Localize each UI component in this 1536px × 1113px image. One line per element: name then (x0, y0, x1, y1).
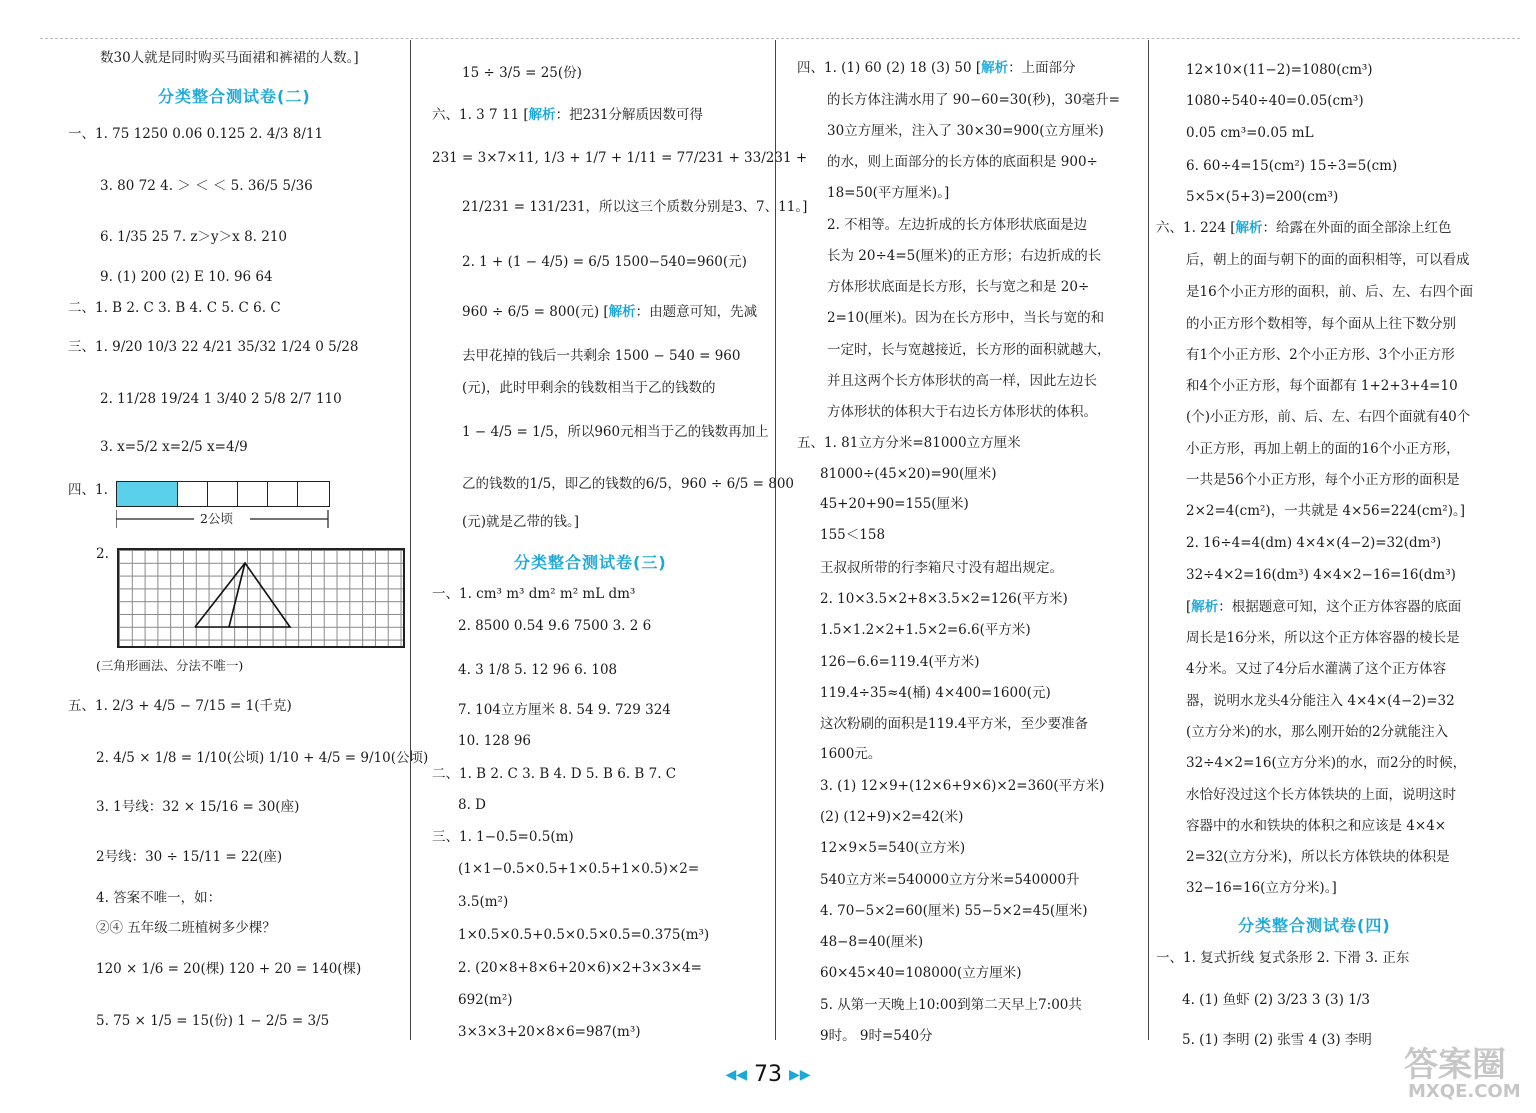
answer-line: 乙的钱数的1/5，即乙的钱数的6/5，960 ÷ 6/5 = 800 (462, 476, 795, 492)
answer-line: 并且这两个长方体形状的高一样，因此左边长 (827, 373, 1097, 389)
answer-line: 5. (1) 李明 (2) 张雪 4 (3) 李明 (1182, 1032, 1372, 1048)
answer-line: 的小正方形个数相等，每个面从上往下数分别 (1186, 316, 1456, 332)
answer-line: 4. 70−5×2=60(厘米) 55−5×2=45(厘米) (820, 903, 1088, 919)
answer-line: 10. 128 96 (458, 733, 531, 749)
answer-line: 一、1. 复式折线 复式条形 2. 下滑 3. 正东 (1156, 950, 1410, 966)
answer-line: 器，说明水龙头4分能注入 4×4×(4−2)=32 (1186, 693, 1455, 709)
answer-line: 容器中的水和铁块的体积之和应该是 4×4× (1186, 818, 1447, 834)
answer-line: 三、1. 1−0.5=0.5(m) (432, 829, 574, 845)
answer-line: 5. 75 × 1/5 = 15(份) 1 − 2/5 = 3/5 (96, 1013, 330, 1029)
answer-line: (2) (12+9)×2=42(米) (820, 809, 964, 825)
answer-line: 2×2=4(cm²)，一共就是 4×56=224(cm²)。] (1186, 503, 1465, 519)
answer-line: 2. 4/5 × 1/8 = 1/10(公顷) 1/10 + 4/5 = 9/10(公顷) (96, 750, 429, 766)
empty-cell (267, 482, 298, 506)
answer-line: 一、1. 75 1250 0.06 0.125 2. 4/3 8/11 (68, 126, 324, 142)
answer-line: 18=50(平方厘米)。] (827, 185, 950, 201)
answer-line: 后，朝上的面与朝下的面的面积相等，可以看成 (1186, 252, 1470, 268)
answer-line: 32÷4×2=16(dm³) 4×4×2−16=16(dm³) (1186, 567, 1456, 583)
answer-line: 四、1. (68, 482, 108, 498)
watermark-text: 答案圈 (1404, 1045, 1506, 1085)
answer-line: 2=10(厘米)。因为在长方形中，当长与宽的和 (827, 310, 1105, 326)
answer-line: 小正方形，再加上朝上的面的16个小正方形， (1186, 441, 1460, 457)
analysis-keyword: 解析 (528, 107, 556, 123)
answer-line: 1080÷540÷40=0.05(cm³) (1186, 93, 1364, 109)
answer-line: 6. 60÷4=15(cm²) 15÷3=5(cm) (1186, 158, 1398, 174)
answer-line: 8. D (458, 797, 486, 813)
answer-line: (1×1−0.5×0.5+1×0.5+1×0.5)×2= (458, 861, 700, 877)
watermark-url: MXQE.COM (1408, 1081, 1521, 1102)
answer-line: 12×9×5=540(立方米) (820, 840, 966, 856)
answer-line: 方体形状的体积大于右边长方体形状的体积。 (827, 404, 1097, 420)
answer-line: 去甲花掉的钱后一共剩余 1500 − 540 = 960 (462, 348, 741, 364)
top-dashed-rule (40, 38, 1520, 39)
page-number: 73 (754, 1062, 782, 1087)
answer-line: 2. (20×8+8×6+20×6)×2+3×3×4= (458, 960, 702, 976)
answer-line: 1.5×1.2×2+1.5×2=6.6(平方米) (820, 622, 1031, 638)
column-divider (1148, 40, 1149, 1040)
empty-cell (177, 482, 208, 506)
answer-line: 2. 10×3.5×2+8×3.5×2=126(平方米) (820, 591, 1068, 607)
answer-line: 周长是16分米，所以这个正方体容器的棱长是 (1186, 630, 1460, 646)
column-divider (775, 40, 776, 1040)
answer-line: 2. 8500 0.54 9.6 7500 3. 2 6 (458, 618, 652, 634)
answer-line: 2. 1 + (1 − 4/5) = 6/5 1500−540=960(元) (462, 254, 747, 270)
answer-line: 的水，则上面部分的长方体的底面积是 900÷ (827, 154, 1098, 170)
answer-line: 119.4÷35≈4(桶) 4×400=1600(元) (820, 685, 1051, 701)
answer-line: 692(m²) (458, 992, 513, 1008)
answer-line: 三、1. 9/20 10/3 22 4/21 35/32 1/24 0 5/28 (68, 339, 359, 355)
answer-line: (元)就是乙带的钱。] (462, 514, 580, 530)
answer-line: 五、1. 2/3 + 4/5 − 7/15 = 1(千克) (68, 698, 292, 714)
answer-line: 有1个小正方形、2个小正方形、3个小正方形 (1186, 347, 1455, 363)
answer-line: ②④ 五年级二班植树多少棵？ (96, 920, 276, 936)
answer-line: 1600元。 (820, 746, 882, 762)
area-bar-diagram (116, 481, 330, 507)
bar-label: 2公顷 (200, 511, 233, 526)
section-title: 分类整合测试卷(三) (514, 553, 667, 572)
analysis-keyword: 解析 (608, 304, 636, 320)
answer-line: 六、1. 224 [解析：给露在外面的面全部涂上红色 (1156, 220, 1452, 236)
answer-line: 3×3×3+20×8×6=987(m³) (458, 1024, 641, 1040)
answer-line: 7. 104立方厘米 8. 54 9. 729 324 (458, 702, 671, 718)
answer-line: 3. x=5/2 x=2/5 x=4/9 (100, 439, 248, 455)
answer-line: 2=32(立方分米)，所以长方体铁块的体积是 (1186, 849, 1450, 865)
answer-line: 120 × 1/6 = 20(棵) 120 + 20 = 140(棵) (96, 961, 362, 977)
answer-line: 9时。 9时=540分 (820, 1028, 933, 1044)
answer-line: 540立方米=540000立方分米=540000升 (820, 872, 1080, 888)
answer-line: 3. 1号线：32 × 15/16 = 30(座) (96, 799, 300, 815)
answer-line: 48−8=40(厘米) (820, 934, 924, 950)
analysis-keyword: 解析 (981, 60, 1009, 76)
answer-line: (元)，此时甲剩余的钱数相当于乙的钱数的 (462, 380, 716, 396)
answer-line: 五、1. 81立方分米=81000立方厘米 (797, 435, 1021, 451)
next-arrow-icon: ▶▶ (789, 1067, 811, 1083)
answer-line: 6. 1/35 25 7. z＞y＞x 8. 210 (100, 229, 288, 245)
answer-line: 二、1. B 2. C 3. B 4. C 5. C 6. C (68, 300, 281, 316)
answer-line: 45+20+90=155(厘米) (820, 496, 969, 512)
answer-line: 2. 11/28 19/24 1 3/40 2 5/8 2/7 110 (100, 391, 342, 407)
section-title: 分类整合测试卷(二) (158, 87, 311, 106)
answer-line: 1 − 4/5 = 1/5，所以960元相当于乙的钱数再加上 (462, 424, 769, 440)
answer-line: 这次粉刷的面积是119.4平方米，至少要准备 (820, 716, 1089, 732)
prev-arrow-icon: ◀◀ (725, 1067, 747, 1083)
answer-line: 5×5×(5+3)=200(cm³) (1186, 189, 1339, 205)
empty-cell (207, 482, 238, 506)
answer-line: 5. 从第一天晚上10:00到第二天早上7:00共 (820, 997, 1082, 1013)
shaded-cell (147, 482, 178, 506)
answer-line: 一共是56个小正方形，每个小正方形的面积是 (1186, 472, 1460, 488)
section-title: 分类整合测试卷(四) (1238, 916, 1391, 935)
answer-line: 数30人就是同时购买马面裙和裤裙的人数。] (100, 50, 359, 66)
answer-line: 2. 16÷4=4(dm) 4×4×(4−2)=32(dm³) (1186, 535, 1442, 551)
page-number-footer (0, 1062, 1536, 1087)
answer-line: 21/231 = 131/231，所以这三个质数分别是3、7、11。] (462, 199, 808, 215)
answer-line: 一定时，长与宽越接近，长方形的面积就越大， (827, 342, 1111, 358)
answer-line: 4. (1) 鱼虾 (2) 3/23 3 (3) 1/3 (1182, 992, 1370, 1008)
answer-line: 4. 答案不唯一，如： (96, 890, 222, 906)
triangle-drawing (117, 548, 405, 648)
analysis-keyword: 解析 (1191, 599, 1219, 615)
answer-line: 长为 20÷4=5(厘米)的正方形；右边折成的长 (827, 248, 1102, 264)
answer-line: 3.5(m²) (458, 894, 509, 910)
answer-line: 15 ÷ 3/5 = 25(份) (462, 65, 582, 81)
answer-line: 960 ÷ 6/5 = 800(元) [解析：由题意可知，先减 (462, 304, 758, 320)
answer-line: 231 = 3×7×11, 1/3 + 1/7 + 1/11 = 77/231 + 33/231 + (432, 150, 808, 166)
watermark-logo (1404, 1037, 1524, 1107)
answer-line: 4. 3 1/8 5. 12 96 6. 108 (458, 662, 618, 678)
answer-note: (三角形画法、分法不唯一) (96, 658, 244, 673)
answer-line: 的长方体注满水用了 90−60=30(秒)，30毫升= (827, 92, 1120, 108)
answer-line: 二、1. B 2. C 3. B 4. D 5. B 6. B 7. C (432, 766, 677, 782)
answer-line: 水恰好没过这个长方体铁块的上面，说明这时 (1186, 787, 1456, 803)
answer-line: 六、1. 3 7 11 [解析：把231分解质因数可得 (432, 107, 703, 123)
answer-line: 32÷4×2=16(立方分米)的水，而2分的时候， (1186, 755, 1467, 771)
answer-line: 155＜158 (820, 527, 886, 543)
answer-line: 方体形状底面是长方形，长与宽之和是 20÷ (827, 279, 1090, 295)
answer-line: (个)小正方形，前、后、左、右四个面就有40个 (1186, 409, 1471, 425)
answer-line: 9. (1) 200 (2) E 10. 96 64 (100, 269, 273, 285)
answer-line: 60×45×40=108000(立方厘米) (820, 965, 1022, 981)
answer-line: 81000÷(45×20)=90(厘米) (820, 466, 997, 482)
shaded-cell (117, 482, 148, 506)
answer-line: 是16个小正方形的面积，前、后、左、右四个面 (1186, 284, 1474, 300)
answer-line: 四、1. (1) 60 (2) 18 (3) 50 [解析：上面部分 (797, 60, 1076, 76)
answer-line: 30立方厘米，注入了 30×30=900(立方厘米) (827, 123, 1104, 139)
answer-line: 1×0.5×0.5+0.5×0.5×0.5=0.375(m³) (458, 927, 710, 943)
answer-line: 2. 不相等。左边折成的长方体形状底面是边 (827, 217, 1088, 233)
analysis-keyword: 解析 (1235, 220, 1263, 236)
answer-line: 126−6.6=119.4(平方米) (820, 654, 980, 670)
column-divider (410, 40, 411, 1040)
answer-line: 2号线：30 ÷ 15/11 = 22(座) (96, 849, 283, 865)
answer-line: 2. (96, 546, 109, 562)
answer-line: 32−16=16(立方分米)。] (1186, 880, 1337, 896)
answer-line: [解析：根据题意可知，这个正方体容器的底面 (1186, 599, 1462, 615)
empty-cell (237, 482, 268, 506)
answer-line: (立方分米)的水，那么刚开始的2分就能注入 (1186, 724, 1449, 740)
answer-line: 和4个小正方形，每个面都有 1+2+3+4=10 (1186, 378, 1458, 394)
answer-line: 12×10×(11−2)=1080(cm³) (1186, 62, 1373, 78)
answer-line: 4分米。又过了4分后水灌满了这个正方体容 (1186, 661, 1447, 677)
answer-line: 王叔叔所带的行李箱尺寸没有超出规定。 (820, 560, 1063, 576)
answer-line: 3. 80 72 4. ＞ ＜ ＜ 5. 36/5 5/36 (100, 178, 313, 194)
answer-line: 0.05 cm³=0.05 mL (1186, 125, 1314, 141)
answer-line: 3. (1) 12×9+(12×6+9×6)×2=360(平方米) (820, 778, 1105, 794)
answer-line: 一、1. cm³ m³ dm² m² mL dm³ (432, 586, 636, 602)
